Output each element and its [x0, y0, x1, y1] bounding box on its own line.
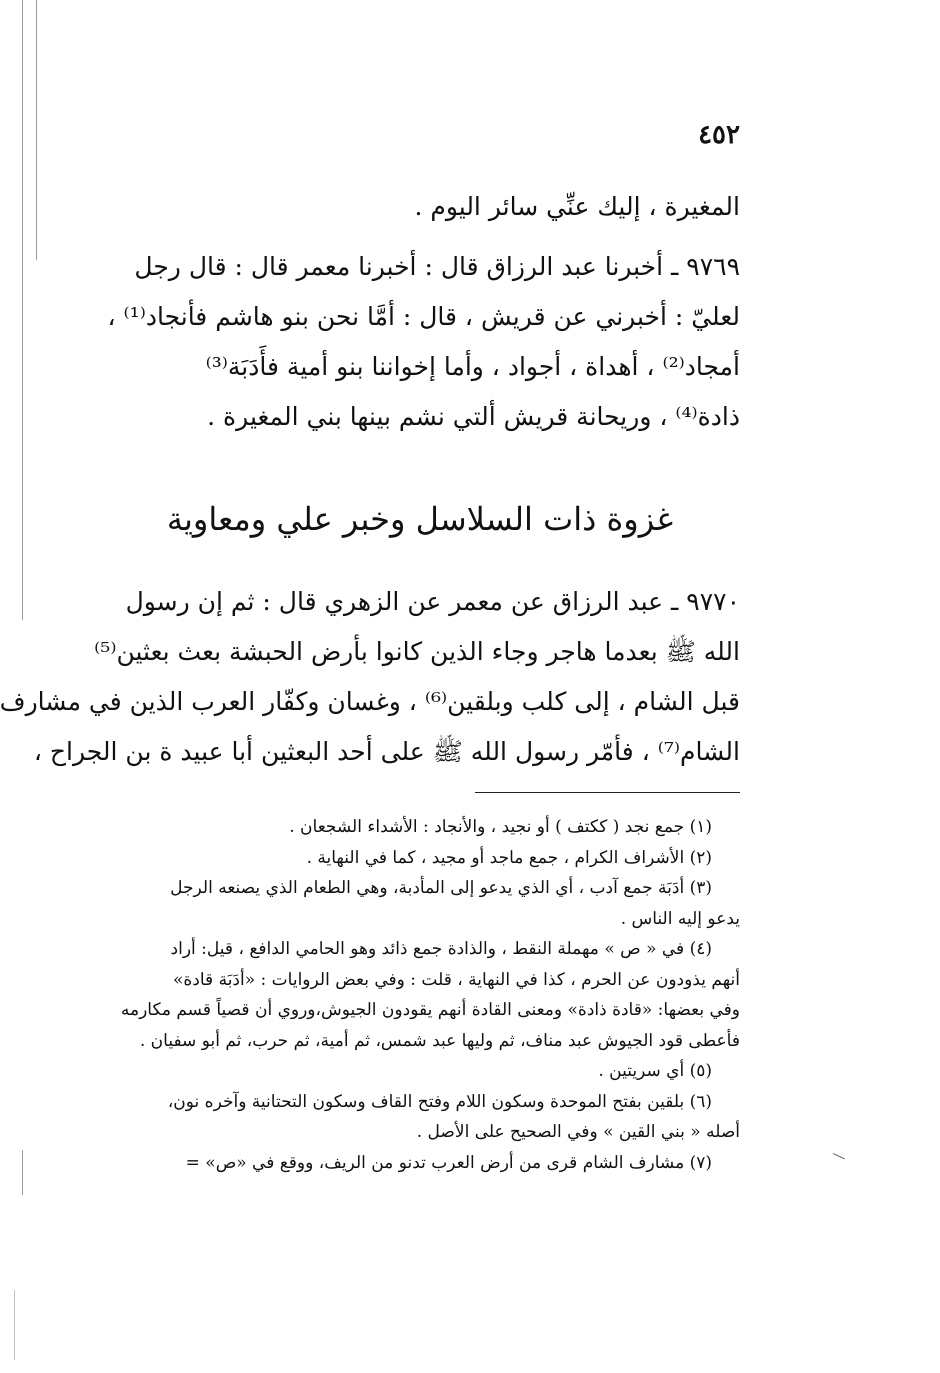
footnotes — [78, 812, 740, 1178]
scan-edge-line — [22, 0, 23, 620]
scan-edge-line — [22, 1150, 23, 1195]
footnote-line: أنهم يذودون عن الحرم ، كذا في النهاية ، قلت : وفي بعض الروايات : «أدَبَة قادة» — [173, 969, 740, 990]
text-line: قبل الشام ، إلى كلب وبلقين⁽⁶⁾ ، وغسان وكفّار العرب الذين في مشارف — [0, 687, 740, 716]
footnote-line: وفي بعضها: «قادة ذادة» ومعنى القادة أنهم يقودون الجيوش،وروي أن قصياً قسم مكارمه — [120, 1000, 740, 1020]
page-number: ٤٥٢ — [698, 120, 740, 150]
text-line: ٩٧٧٠ ـ عبد الرزاق عن معمر عن الزهري قال : ثم إن رسول — [125, 587, 740, 616]
hadith-9770 — [0, 577, 740, 777]
continuation-text — [80, 182, 740, 232]
scan-edge-line — [14, 1290, 15, 1360]
footnote-line: فأعطى قود الجيوش عبد مناف، ثم وليها عبد شمس، ثم أمية، ثم حرب، ثم أبو سفيان . — [139, 1030, 740, 1051]
text-line: ذادة⁽⁴⁾ ، وريحانة قريش ألتي نشم بينها بني المغيرة . — [207, 402, 740, 431]
text-line: الشام⁽⁷⁾ ، فأمّر رسول الله ﷺ على أحد البعثين أبا عبيد ة بن الجراح ، — [33, 737, 740, 766]
footnote-line: أصله « بني القين » وفي الصحيح على الأصل . — [416, 1122, 740, 1142]
text-line: لعليّ : أخبرني عن قريش ، قال : أمَّا نحن بنو هاشم فأنجاد⁽¹⁾ ، — [107, 302, 740, 331]
footnote-line: (٣) أدَبَة جمع آدب ، أي الذي يدعو إلى المأدبة، وهي الطعام الذي يصنعه الرجل — [170, 878, 712, 898]
footnote-line: يدعو إليه الناس . — [620, 908, 740, 929]
scan-edge-line — [36, 0, 37, 260]
text-line: الله ﷺ بعدما هاجر وجاء الذين كانوا بأرض الحبشة بعث بعثين⁽⁵⁾ — [94, 637, 740, 666]
footnote-line: (٦) بلقين بفتح الموحدة وسكون اللام وفتح القاف وسكون التحتانية وآخره نون، — [167, 1091, 712, 1112]
footnote-line: (٧) مشارف الشام قرى من أرض العرب تدنو من الريف، ووقع في «ص» = — [185, 1152, 712, 1173]
text-line: المغيرة ، إليك عنِّي سائر اليوم . — [414, 192, 740, 221]
text-line: أمجاد⁽²⁾ ، أهداة ، أجواد ، وأما إخواننا بنو أمية فأَدَبَة⁽³⁾ — [205, 352, 740, 381]
footnote-line: (٤) في « ص » مهملة النقط ، والذادة جمع ذائد وهو الحامي الدافع ، قيل: أراد — [170, 939, 712, 959]
scan-mark: — — [829, 1145, 849, 1167]
footnote-separator — [475, 792, 740, 793]
footnote-line: (٢) الأشراف الكرام ، جمع ماجد أو مجيد ، كما في النهاية . — [306, 847, 712, 868]
text-line: ٩٧٦٩ ـ أخبرنا عبد الرزاق قال : أخبرنا معمر قال : قال رجل — [134, 252, 740, 281]
footnote-line: (١) جمع نجد ( ككتف ) أو نجيد ، والأنجاد : الأشداء الشجعان . — [289, 817, 712, 837]
footnote-line: (٥) أي سريتين . — [598, 1061, 712, 1081]
hadith-9769 — [80, 242, 740, 442]
section-heading: غزوة ذات السلاسل وخبر علي ومعاوية — [166, 500, 674, 538]
